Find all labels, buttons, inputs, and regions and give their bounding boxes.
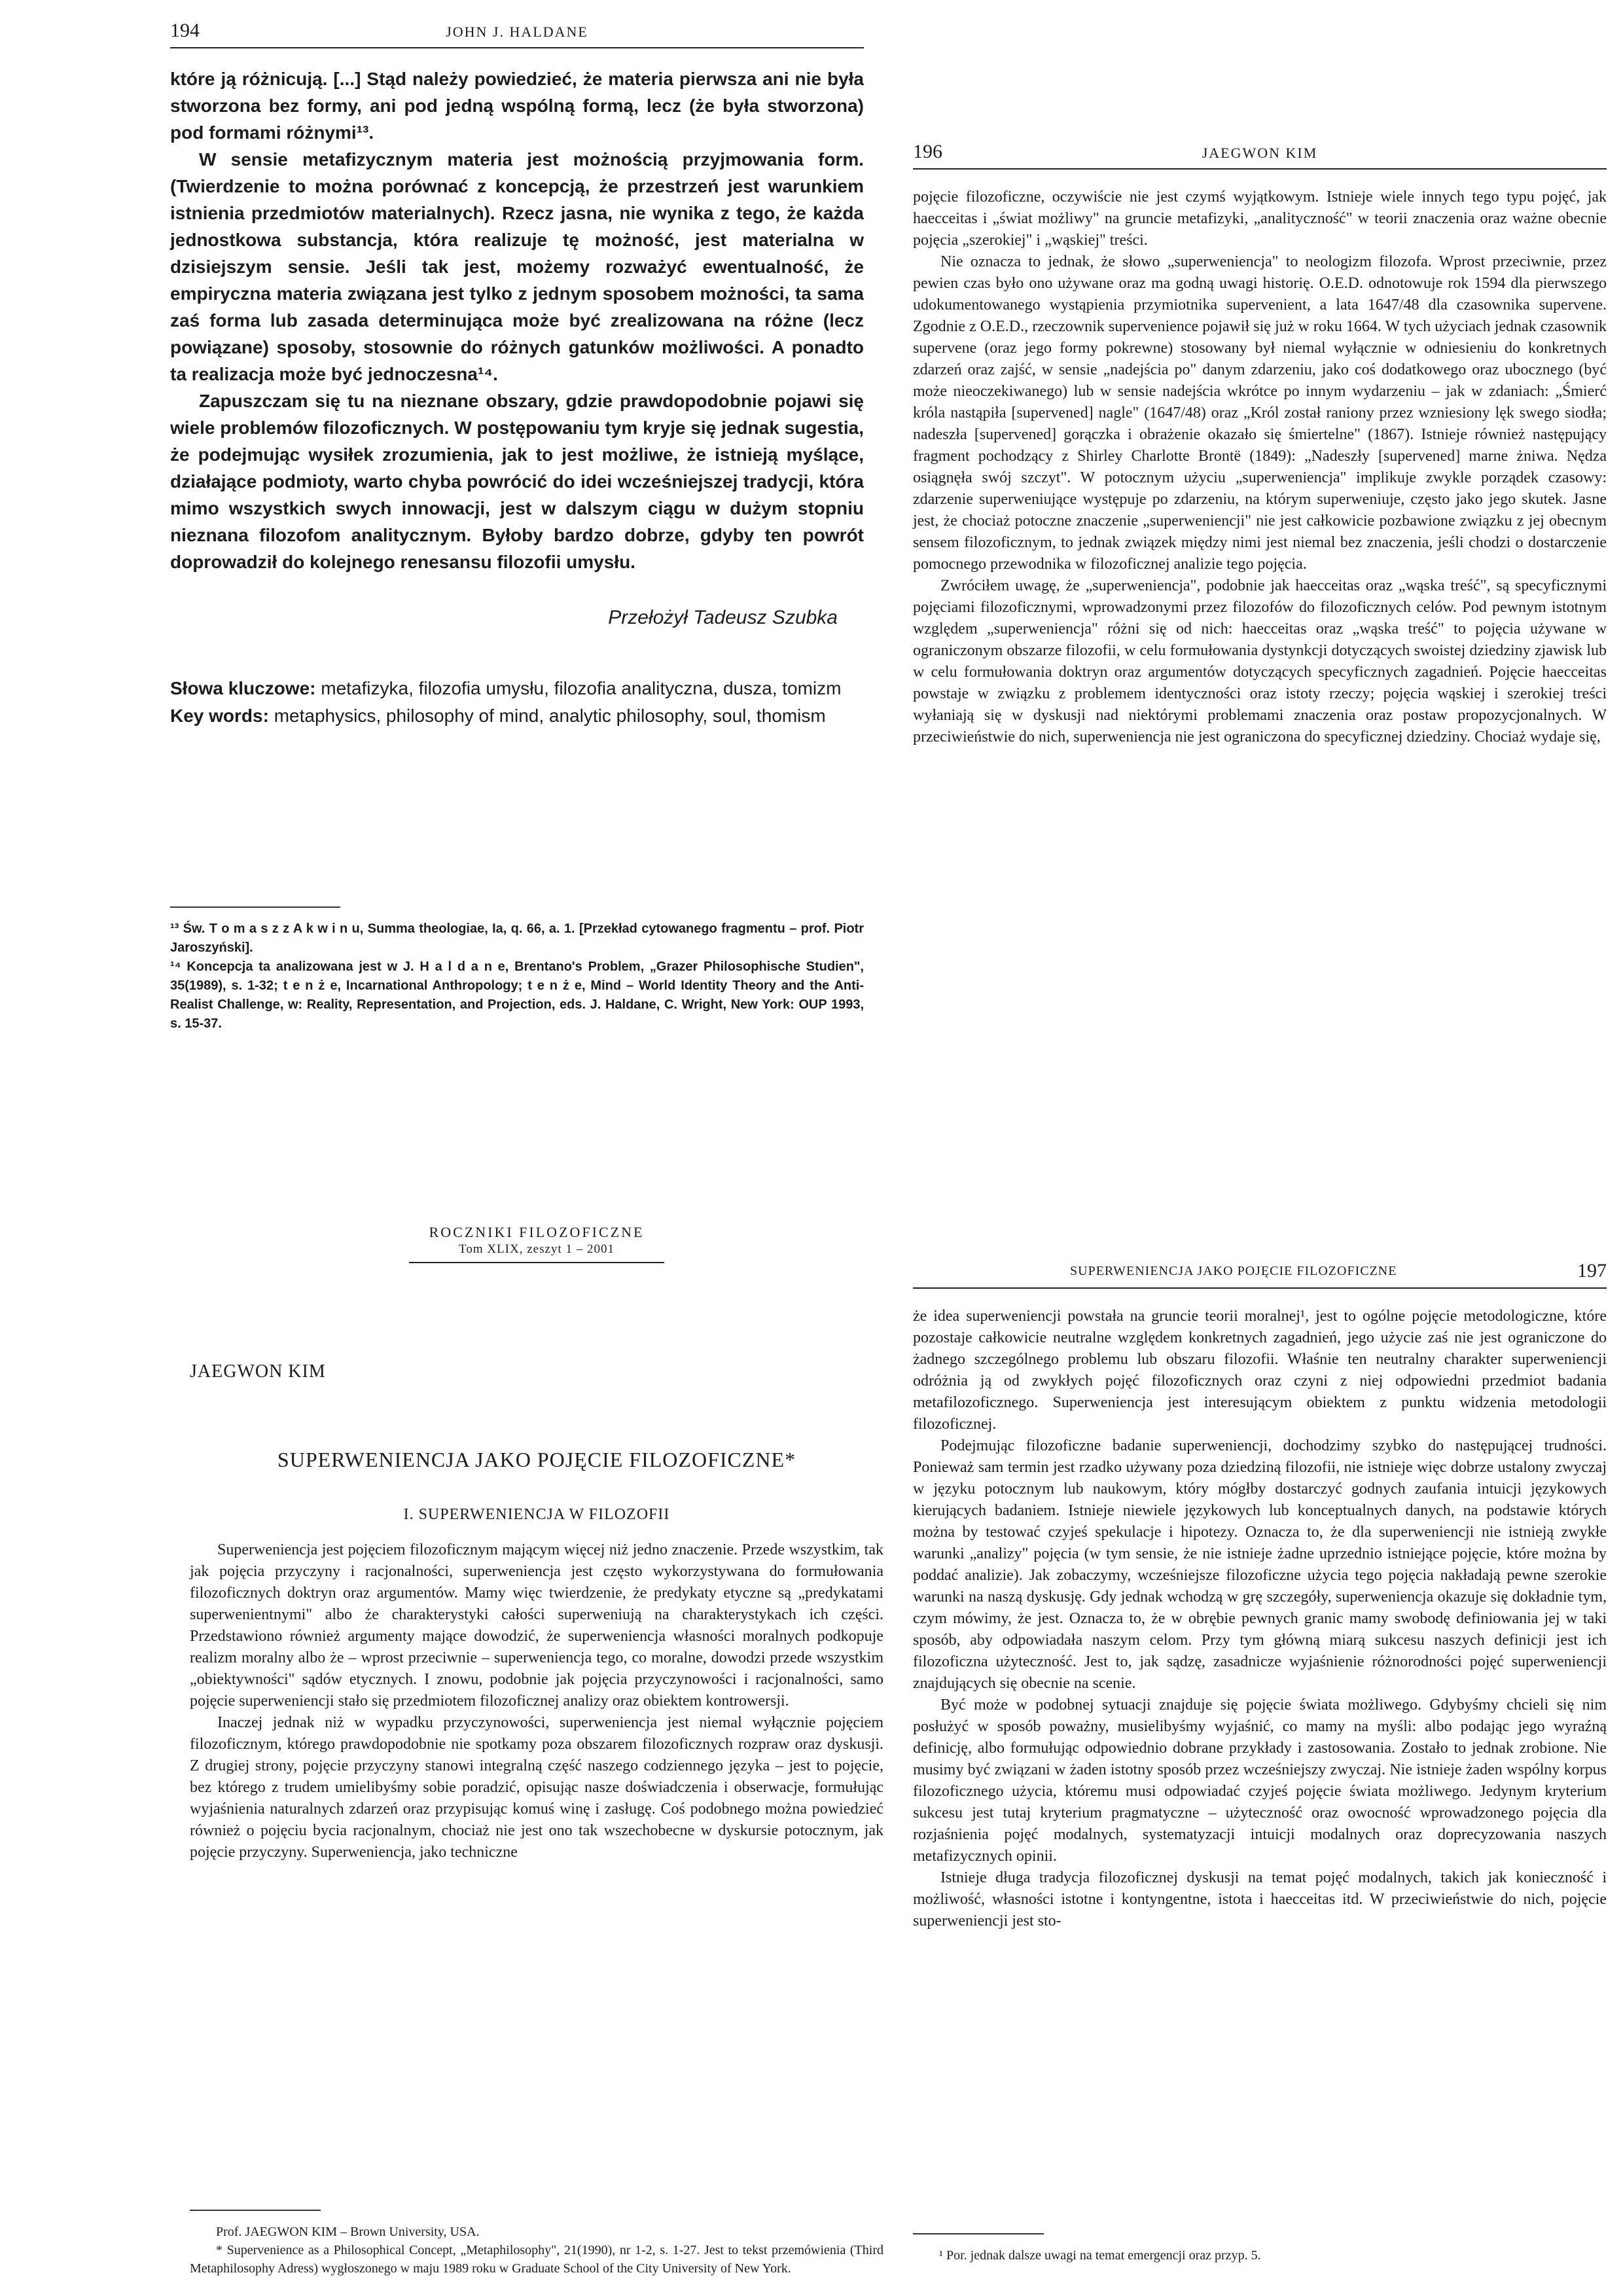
body-text [190,1539,883,1863]
body-text [913,1306,1607,1932]
paragraph: W sensie metafizycznym materia jest możnością przyjmowania form. (Twierdzenie to można porównać z koncepcją, że przestrzeń jest warunkiem istnienia przedmiotów materialnych). Rzecz jasna, nie wynika z tego, że każda jednostkowa substancja, która realizuje tę możność, jest materialna w dzisiejszym sensie. Jeśli tak jest, możemy rozważyć ewentualność, że empiryczna materia związana jest tylko z jednym sposobem możności, ta sama zaś forma lub zasada determinująca może być zrealizowana na różne (lecz powiązane) sposoby, stosownie do różnych gatunków możliwości. A ponadto ta realizacja może być jednoczesna¹⁴. [170,149,864,384]
page-number: 194 [170,20,200,41]
footnote-1: ¹ Por. jednak dalsze uwagi na temat emergencji oraz przyp. 5. [939,2248,1261,2263]
journal-rule [409,1262,664,1263]
page-195 [190,1224,883,2291]
page-number: 196 [913,141,942,162]
paragraph: Zwróciłem uwagę, że „superweniencja", podobnie jak haecceitas oraz „wąska treść", są specyficznymi pojęciami filozoficznymi, wprowadzonymi przez filozofów do filozoficznych celów. Pod pewnym istotnym względem „superweniencja" różni się od nich: haecceitas oraz „wąska treść" to pojęcia używane w ograniczonym obszarze filozofii, w celu formułowania dystynkcji dotyczących swoistej dziedziny zjawisk lub w celu formułowania doktryn oraz argumentów dotyczących specyficznych zagadnień. Pojęcie haecceitas powstaje w związku z problemem identyczności oraz istoty rzeczy; pojęcia wąskiej i szerokiej treści wyłaniają się w dyskusji nad niektórymi problemami znaczenia oraz postaw propozycjonalnych. W przeciwieństwie do nich, superweniencja nie jest ograniczona do specyficznej dziedziny. Chociaż wydaje się, [913,577,1607,745]
page-number: 197 [1577,1260,1607,1282]
header-rule [913,1287,1607,1289]
page-196 [913,141,1607,1142]
footnote-rule [170,906,340,908]
running-header [913,1260,1607,1286]
body-text [170,65,864,575]
paragraph: pojęcie filozoficzne, oczywiście nie jest czymś wyjątkowym. Istnieje wiele innych tego typu pojęć, jak haecceitas i „świat możliwy" na gruncie metafizyki, „analityczność" w teorii znaczenia oraz ważne obecnie pojęcia „szerokiej" i „wąskiej" treści. [913,188,1607,249]
article-title: SUPERWENIENCJA JAKO POJĘCIE FILOZOFICZNE* [277,1448,796,1471]
article-author: JAEGWON KIM [190,1361,326,1382]
journal-header [190,1224,883,1263]
journal-volume: Tom XLIX, zeszyt 1 – 2001 [459,1242,615,1256]
page-197 [913,1260,1607,2291]
paragraph: Podejmując filozoficzne badanie superweniencji, dochodzimy szybko do następującej trudności. Ponieważ sam termin jest rzadko używany poza dziedziną filozofii, nie istnieje więc dobrze ustalony zwyczaj w języku potocznym lub naukowym, który mógłby dostarczyć godnych zaufania intuicji językowych kierujących badaniem. Istnieje niewiele językowych lub konceptualnych danych, na podstawie których można by testować czyjeś spekulacje i hipotezy. Oznacza to, że dla superweniencji nie istnieją zwykłe warunki „analizy" pojęcia (w tym sensie, że nie istnieje żadne uprzednio istniejące pojęcie, które można by poddać analizie). Jak zobaczymy, wcześniejsze filozoficzne użycia tego pojęcia nakładają pewne szerokie warunki na naszą dyskusję. Gdy jednak wchodzą w grę szczegóły, superweniencja okazuje się dokładnie tym, czym mówimy, że jest. Oznacza to, że w obrębie pewnych granic mamy swobodę definiowania jej w taki sposób, aby odpowiadała naszym celom. Przy tym główną miarą sukcesu naszych definicji jest ich filozoficzna użyteczność. Jest to, jak sądzę, zasadnicze wyjaśnienie różnorodności pojęć superweniencji znajdujących się obecnie na scenie. [913,1437,1607,1692]
keywords-pl [170,675,864,702]
keywords-en [170,702,864,730]
paragraph: Inaczej jednak niż w wypadku przyczynowości, superweniencja jest niemal wyłącznie pojęciem filozoficznym, którego prawdopodobnie nie spotkamy poza obszarem filozoficznych rozpraw oraz dyskusji. Z drugiej strony, pojęcie przyczyny stanowi integralną część naszego codziennego języka – jest to pojęcie, bez którego z trudem umielibyśmy sobie poradzić, opisując nasze doświadczenia i obserwacje, formułując wyjaśnienia naturalnych zdarzeń oraz przypisując komuś winę i zasługę. Coś podobnego można powiedzieć również o pojęciu bycia racjonalnym, chociaż nie jest ono tak wszechobecne w dyskursie potocznym, jak pojęcie przyczyny. Superweniencja, jako techniczne [190,1714,883,1861]
keywords-pl-label: Słowa kluczowe: [170,678,316,698]
paragraph: że idea superweniencji powstała na gruncie teorii moralnej¹, jest to ogólne pojęcie metodologiczne, które pozostaje całkowicie neutralne względem konkretnych zagadnień, jego użycie zaś nie jest ograniczone do żadnego szczególnego problemu lub obszaru filozofii. Właśnie ten neutralny charakter superweniencji odróżnia ją od zwykłych pojęć filozoficznych oraz czyni z niej odpowiedni przedmiot badania metafilozoficznego. Superweniencja jest interesującym obiektem z punktu widzenia metodologii filozoficznej. [913,1308,1607,1433]
running-head-title: JAEGWON KIM [1202,145,1318,161]
article-notes [190,2210,883,2278]
header-rule [913,168,1607,170]
section-title: I. SUPERWENIENCJA W FILOZOFII [403,1506,670,1523]
footnote-rule [190,2210,321,2211]
author-affiliation: Prof. JAEGWON KIM – Brown University, USA. [216,2225,480,2239]
keywords-en-label: Key words: [170,706,269,726]
paragraph: Być może w podobnej sytuacji znajduje się pojęcie świata możliwego. Gdybyśmy chcieli się nim posłużyć w sposób poważny, musielibyśmy wyjaśnić, co mamy na myśli: albo podając jego wyraźną definicję, albo formułując odpowiednio dobrane przykłady i zastosowania. Zostało to jednak zrobione. Nie musimy być związani w żaden istotny sposób przez wcześniejszy zwyczaj. Nie istnieje żaden wspólny korpus filozoficznego użycia, któremu musi odpowiadać czyjeś pojęcie świata możliwego. Jedynym kryterium sukcesu jest tutaj kryterium pragmatyczne – użyteczność oraz owocność wprowadzonego pojęcia dla rozjaśnienia pojęć modalnych, systematyzacji intuicji modalnych oraz doprecyzowania naszych metafizycznych opinii. [913,1696,1607,1865]
keywords-block [170,675,864,730]
footnotes [170,906,864,1033]
running-head-title: JOHN J. HALDANE [446,24,588,40]
footnote-13: ¹³ Św. T o m a s z z A k w i n u, Summa theologiae, Ia, q. 66, a. 1. [Przekład cytowanego fragmentu – prof. Piotr Jaroszyński]. [170,922,864,955]
running-head-title: SUPERWENIENCJA JAKO POJĘCIE FILOZOFICZNE [1070,1264,1397,1278]
body-text [913,187,1607,748]
page-194 [170,20,864,1145]
translator-credit: Przełożył Tadeusz Szubka [608,607,838,628]
paragraph: Superweniencja jest pojęciem filozoficznym mającym więcej niż jedno znaczenie. Przede wszystkim, tak jak pojęcia przyczyny i racjonalności, superweniencja jest często wykorzystywana do formułowania filozoficznych doktryn oraz argumentów. Mamy więc twierdzenie, że predykaty etyczne są „predykatami superwenientnymi" albo że charakterystyki całości superweniują na charakterystykach ich części. Przedstawiono również argumenty mające dowodzić, że superweniencja własności moralnych podkopuje realizm moralny albo że – wprost przeciwnie – superweniencja tego, co moralne, dowodzi przede wszystkim „obiektywności" sądów etycznych. I znowu, podobnie jak pojęcia przyczynowości i racjonalności, samo pojęcie superweniencji stało się przedmiotem filozoficznej analizy oraz obiektem kontrowersji. [190,1541,883,1710]
running-header [170,20,864,46]
paragraph: które ją różnicują. [...] Stąd należy powiedzieć, że materia pierwsza ani nie była stworzona bez formy, ani pod jedną wspólną formą, lecz (że była stworzona) pod formami różnymi¹³. [170,69,864,143]
keywords-pl-text: metafizyka, filozofia umysłu, filozofia analityczna, dusza, tomizm [315,678,842,698]
paragraph: Zapuszczam się tu na nieznane obszary, gdzie prawdopodobnie pojawi się wiele problemów filozoficznych. W postępowaniu tym kryje się jednak sugestia, że podejmując wysiłek zrozumienia, jak to jest możliwe, że istnieją myślące, działające podmioty, warto chyba powrócić do idei wcześniejszej tradycji, która mimo wszystkich swych innowacji, jest w dalszym ciągu w dużym stopniu nieznana filozofom analitycznym. Byłoby bardzo dobrze, gdyby ten powrót doprowadził do kolejnego renesansu filozofii umysłu. [170,391,864,572]
footnote-14: ¹⁴ Koncepcja ta analizowana jest w J. H a l d a n e, Brentano's Problem, „Grazer Philosophische Studien", 35(1989), s. 1-32; t e n ż e, Incarnational Anthropology; t e n ż e, Mind – World Identity Theory and the Anti-Realist Challenge, w: Reality, Representation, and Projection, eds. J. Haldane, C. Wright, New York: OUP 1993, s. 15-37. [170,960,864,1031]
footnote-rule [913,2233,1044,2234]
footnote-asterisk: * Supervenience as a Philosophical Concept, „Metaphilosophy", 21(1990), nr 1-2, s. 1-27. Jest to tekst przemówienia (Third Metaphilosophy Adress) wygłoszonego w maju 1989 roku w Graduate School of the City University of New York. [190,2243,883,2276]
keywords-en-text: metaphysics, philosophy of mind, analytic philosophy, soul, thomism [268,706,826,726]
running-header [913,141,1607,167]
paragraph: Nie oznacza to jednak, że słowo „superweniencja" to neologizm filozofa. Wprost przeciwnie, przez pewien czas było ono używane oraz ma godną uwagi historię. O.E.D. odnotowuje rok 1594 dla pierwszego udokumentowanego wystąpienia przymiotnika supervenient, a lata 1647/48 dla czasownika supervene. Zgodnie z O.E.D., rzeczownik supervenience pojawił się już w roku 1664. W tych użyciach jednak czasownik supervene (oraz jego formy pokrewne) stosowany był niemal wyłącznie w odniesieniu do konkretnych zdarzeń oraz zajść, w sensie „nadejścia po" danym zdarzeniu, jako coś dodatkowego oraz ubocznego (być może nieoczekiwanego) lub w sensie nadejścia wkrótce po innym wydarzeniu – jak w zdaniach: „Śmierć króla nastąpiła [supervened] nagle" (1647/48) oraz „Król został raniony przez wzniesiony lęk swego siodła; nadeszła [supervened] gorączka i obrażenie okazało się śmiertelne" (1867). Istnieje również następujący fragment pochodzący z Shirley Charlotte Brontë (1849): „Nadeszły [supervened] marne żniwa. Nędza osiągnęła swój szczyt". W potocznym użyciu „superweniencja" implikuje zwykle porządek czasowy: zdarzenie superweniujące występuje po zdarzeniu, na którym superweniuje, często jako jego skutek. Jasne jest, że chociaż potoczne znaczenie „superweniencji" nie jest całkowicie pozbawione związku z jej obecnym sensem filozoficznym, to jednak związek między nimi jest niemal bez znaczenia, jeśli chodzi o dostarczenie pomocnego przewodnika w filozoficznej analizie tego pojęcia. [913,253,1607,573]
header-rule [170,47,864,48]
journal-name: ROCZNIKI FILOZOFICZNE [429,1224,645,1240]
paragraph: Istnieje długa tradycja filozoficznej dyskusji na temat pojęć modalnych, takich jak konieczność i możliwość, własności istotne i kontyngentne, istota i haecceitas itd. W przeciwieństwie do nich, pojęcie superweniencji jest sto- [913,1869,1607,1929]
footnotes [913,2233,1607,2265]
